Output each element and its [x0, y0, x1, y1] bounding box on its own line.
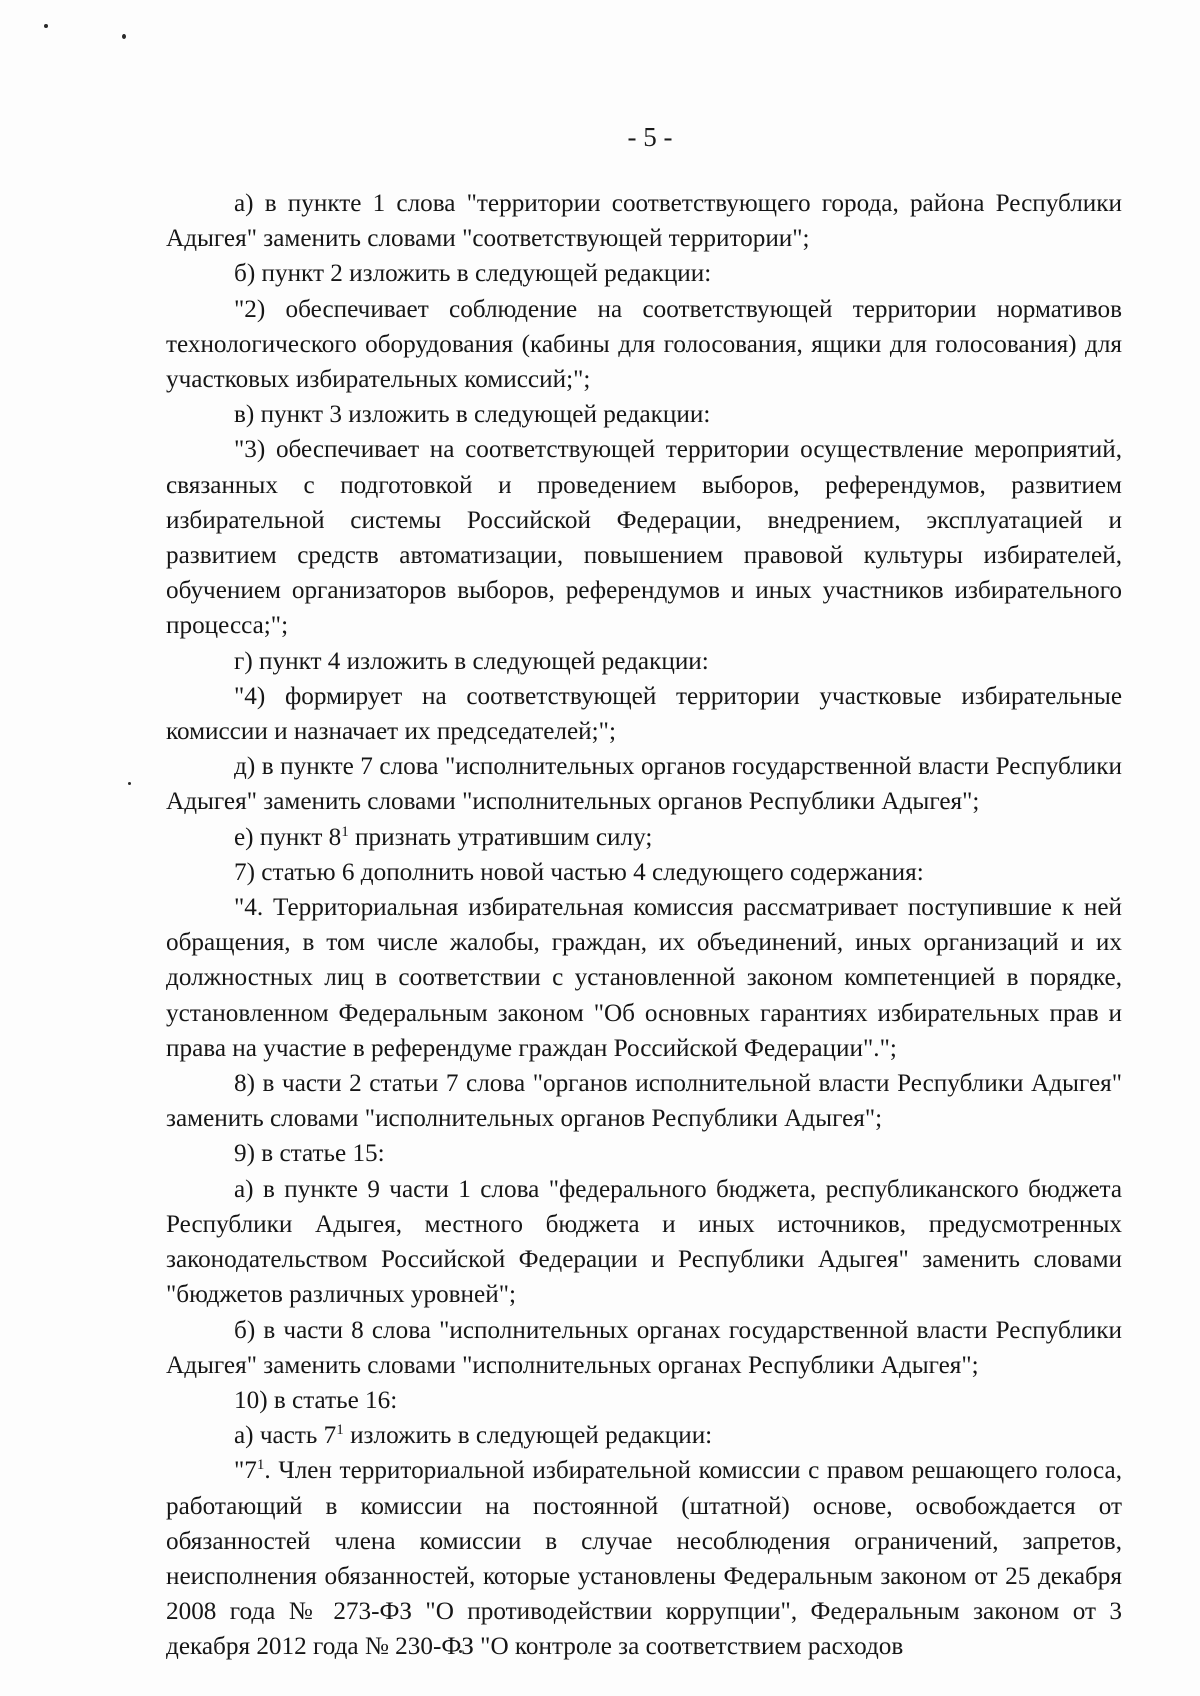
paragraph-text: а) часть 7 — [234, 1422, 337, 1450]
paragraph: б) в части 8 слова "исполнительных органах государственной власти Республики Адыгея" заменить словами "исполнительных органах Республики Адыгея"; — [166, 1316, 1122, 1379]
paragraph: а) в пункте 1 слова "территории соответствующего города, района Республики Адыгея" заменить словами "соответствующей территории"; — [166, 190, 1122, 253]
page-number: - 5 - — [627, 122, 673, 152]
paragraph: б) пункт 2 изложить в следующей редакции: — [234, 260, 712, 288]
paragraph: 7) статью 6 дополнить новой частью 4 следующего содержания: — [234, 858, 924, 886]
paragraph-text: е) пункт 8 — [234, 823, 342, 851]
superscript: 1 — [336, 1422, 344, 1439]
paragraph: в) пункт 3 изложить в следующей редакции: — [234, 401, 711, 429]
paragraph: 8) в части 2 статьи 7 слова "органов исполнительной власти Республики Адыгея" заменить словами "исполнительных органов Республики Адыгея"; — [166, 1070, 1122, 1133]
superscript: 1 — [256, 1457, 265, 1474]
paragraph-text: изложить в следующей редакции: — [343, 1422, 713, 1450]
paragraph: "3) обеспечивает на соответствующей территории осуществление мероприятий, связанных с подготовкой и проведением выборов, референдумов, развитием избирательной системы Российской Федерации, внедрением, эксплуатацией и развитием средств автоматизации, повышением правовой культуры избирателей, обучением организаторов выборов, референдумов и иных участников избирательного процесса;"; — [166, 436, 1122, 640]
superscript: 1 — [341, 823, 349, 840]
paragraph-text: "7 — [234, 1457, 257, 1485]
paragraph: д) в пункте 7 слова "исполнительных органов государственной власти Республики Адыгея" заменить словами "исполнительных органов Республики Адыгея"; — [166, 753, 1122, 816]
scan-speck — [44, 24, 48, 28]
scan-speck — [128, 782, 131, 785]
paragraph — [166, 820, 1122, 855]
document-body — [166, 186, 1122, 1665]
paragraph — [166, 1418, 1122, 1453]
paragraph-text: . Член территориальной избирательной комиссии с правом решающего голоса, работающий в комиссии на постоянной (штатной) основе, освобождается от обязанностей члена комиссии в случае несоблюдения ограничений, запретов, неисполнения обязанностей, которые установлены Федеральным законом от 25 декабря 2008 года № 273-ФЗ "О противодействии коррупции", Федеральным законом от 3 декабря 2012 года № 230-ФЗ "О контроле за соответствием расходов — [166, 1457, 1122, 1661]
paragraph: "4. Территориальная избирательная комиссия рассматривает поступившие к ней обращения, в том числе жалобы, граждан, их объединений, иных организаций и их должностных лиц в соответствии с установленной законом компетенцией в порядке, установленном Федеральным законом "Об основных гарантиях избирательных прав и права на участие в референдуме граждан Российской Федерации"."; — [166, 894, 1122, 1062]
paragraph — [166, 1453, 1122, 1664]
paragraph-text: признать утратившим силу; — [348, 823, 653, 851]
paragraph: г) пункт 4 изложить в следующей редакции: — [234, 647, 709, 675]
paragraph: а) в пункте 9 части 1 слова "федерального бюджета, республиканского бюджета Республики Адыгея, местного бюджета и иных источников, предусмотренных законодательством Российской Федерации и Республики Адыгея" заменить словами "бюджетов различных уровней"; — [166, 1175, 1122, 1309]
scan-speck — [122, 34, 126, 39]
paragraph: 10) в статье 16: — [234, 1386, 398, 1414]
paragraph: "2) обеспечивает соблюдение на соответствующей территории нормативов технологического оборудования (кабины для голосования, ящики для голосования) для участковых избирательных комиссий;"; — [166, 295, 1122, 394]
paragraph: 9) в статье 15: — [234, 1140, 385, 1168]
paragraph: "4) формирует на соответствующей территории участковые избирательные комиссии и назначает их председателей;"; — [166, 682, 1122, 746]
